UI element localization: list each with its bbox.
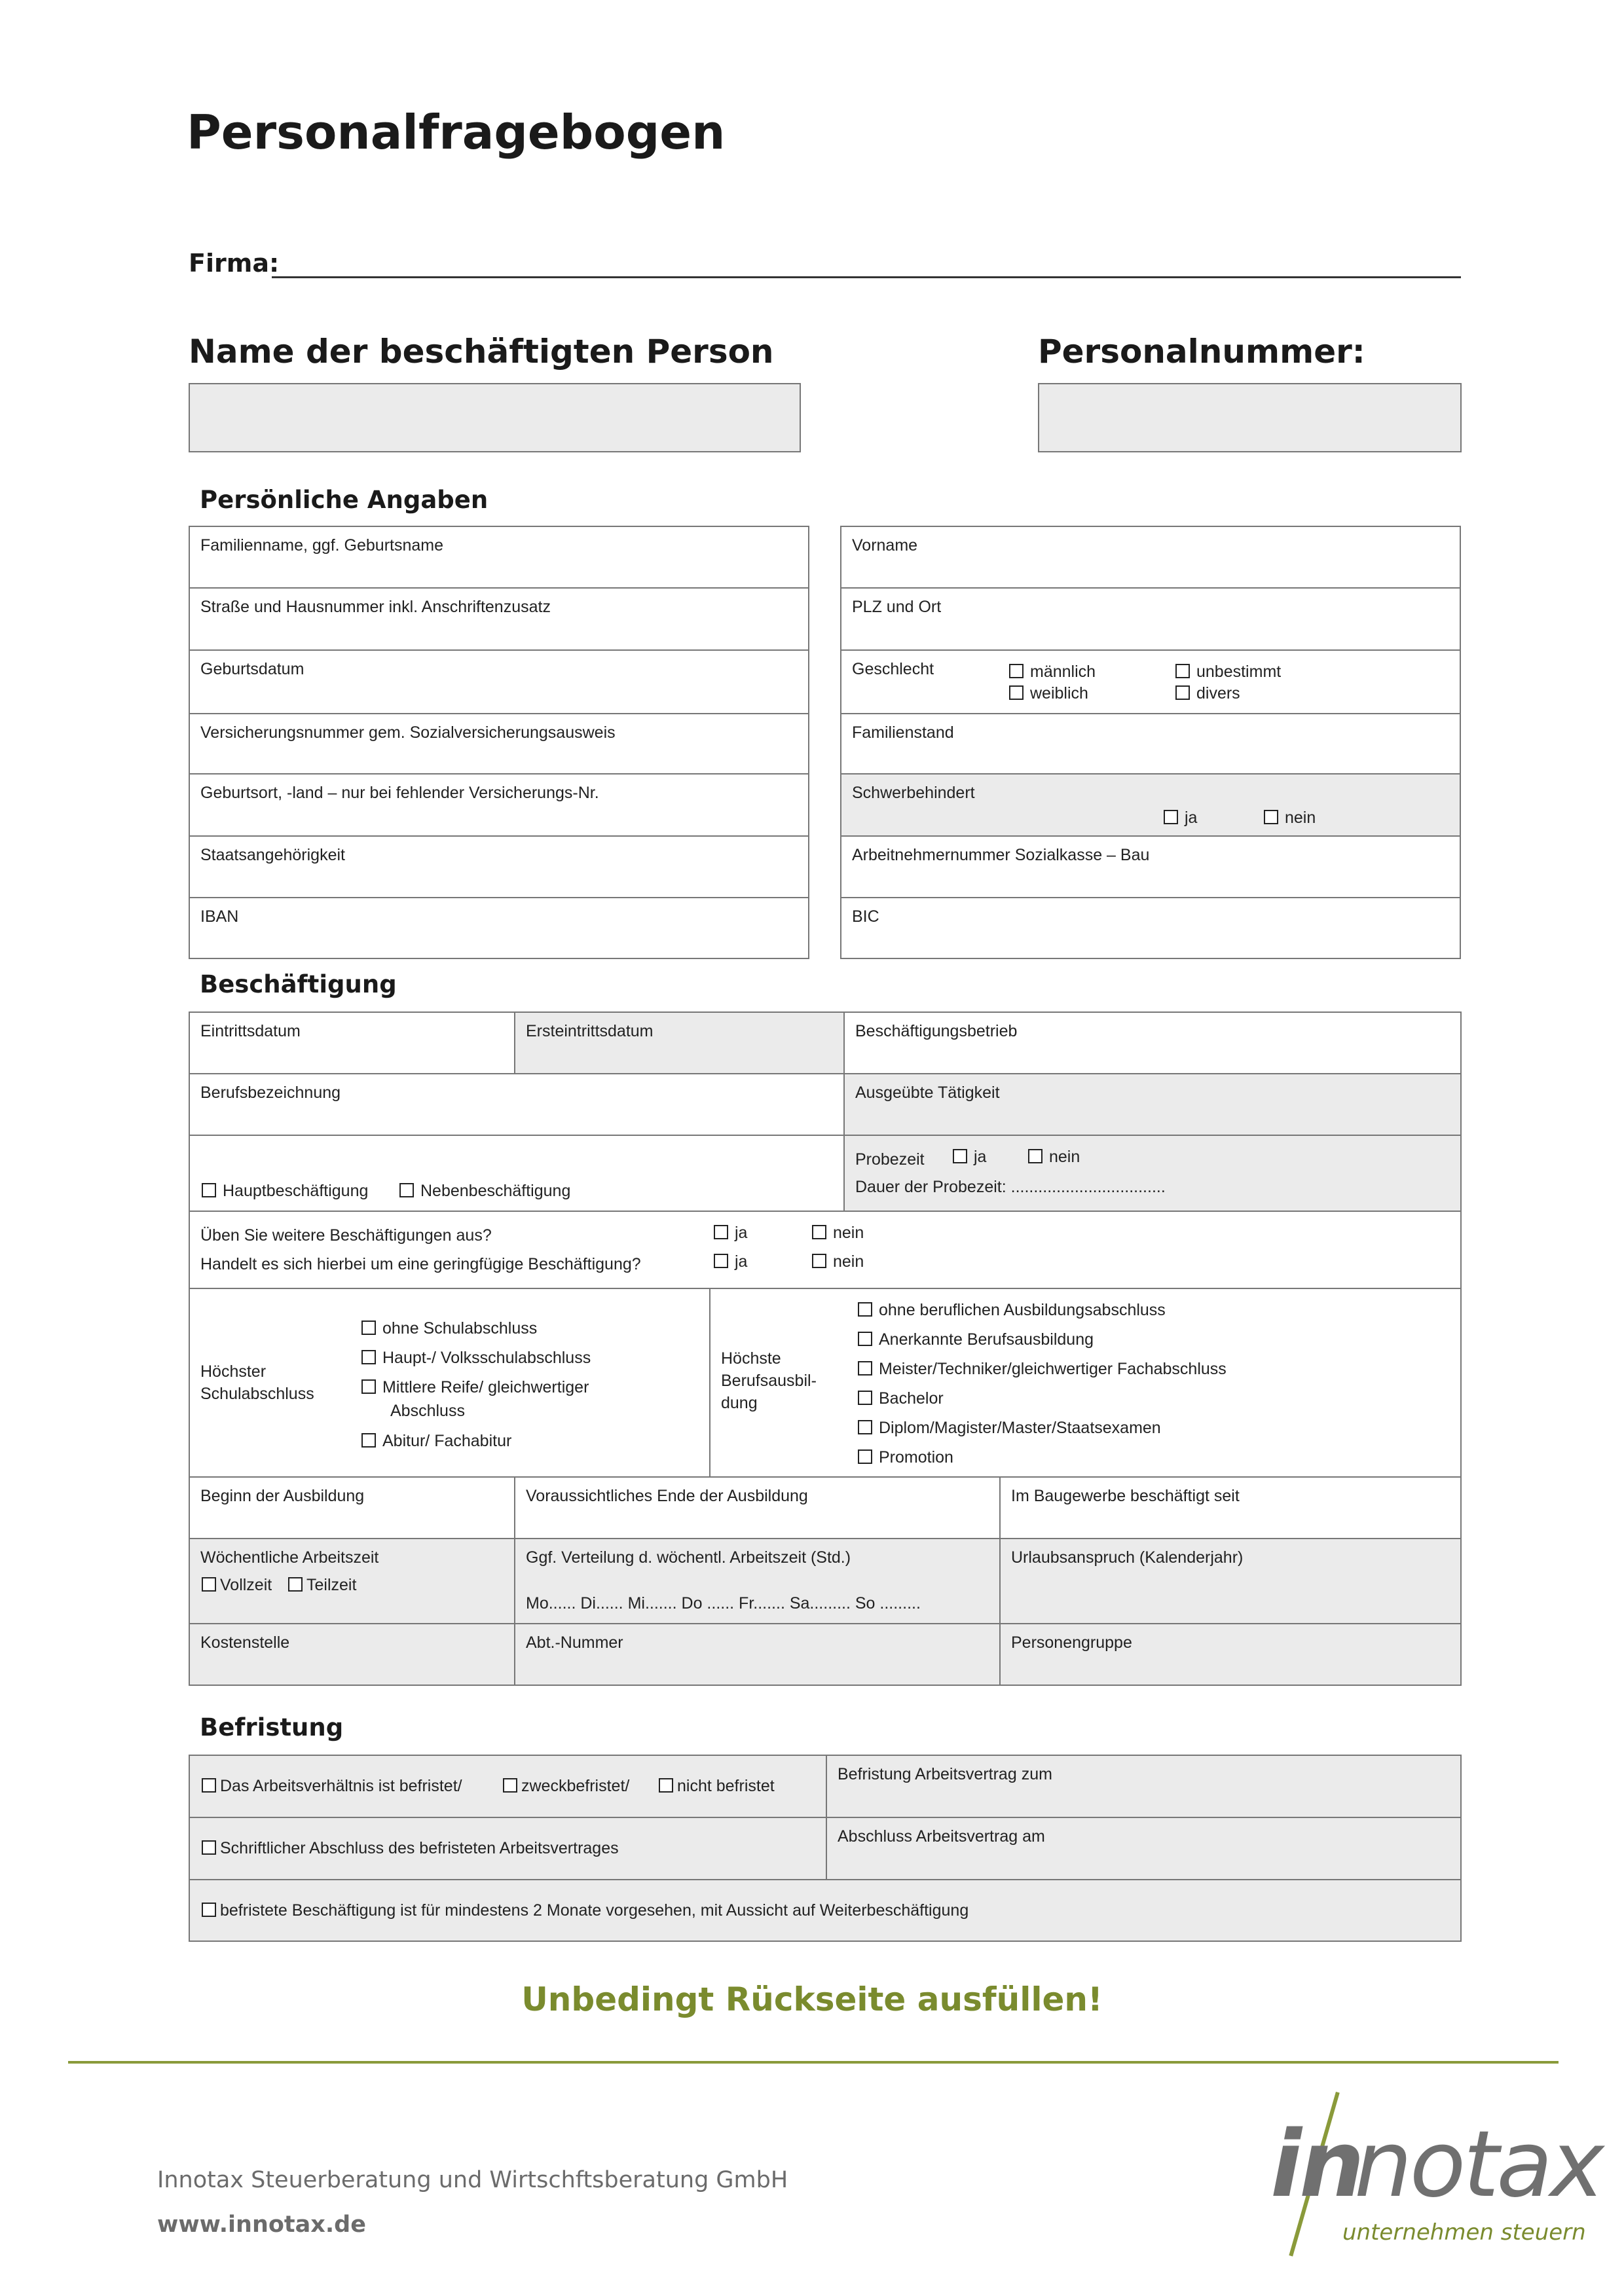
schulabschluss-label: Höchster: [200, 1362, 267, 1381]
checkbox[interactable]: [1264, 810, 1278, 824]
schwerbehindert-cell: [841, 774, 1460, 837]
abschluss-am-label: Abschluss Arbeitsvertrag am: [838, 1827, 1045, 1846]
schulabschluss-cell: [190, 1289, 710, 1478]
abschluss-am-cell[interactable]: [827, 1818, 1460, 1880]
geburtsort-cell[interactable]: [190, 774, 808, 837]
checkbox[interactable]: [858, 1332, 872, 1346]
rueckseite-notice: Unbedingt Rückseite ausfüllen!: [521, 1980, 1103, 2018]
option-beruf-meister[interactable]: Meister/Techniker/gleichwertiger Fachabschluss: [858, 1360, 1227, 1379]
option-divers[interactable]: divers: [1175, 684, 1240, 703]
option-weiblich[interactable]: weiblich: [1009, 684, 1088, 703]
versicherungsnummer-label: Versicherungsnummer gem. Sozialversicherungsausweis: [200, 723, 616, 742]
section-title-befristung: Befristung: [200, 1713, 344, 1741]
befristung-zum-cell[interactable]: [827, 1756, 1460, 1818]
personalnummer-heading: Personalnummer:: [1038, 333, 1365, 371]
familienname-cell[interactable]: [190, 527, 808, 589]
bic-label: BIC: [852, 907, 879, 926]
checkbox[interactable]: [202, 1183, 216, 1197]
persoenlich-left-table: [189, 526, 809, 959]
checkbox[interactable]: [503, 1778, 517, 1793]
option-schul-ohne[interactable]: ohne Schulabschluss: [361, 1319, 537, 1338]
checkbox[interactable]: [858, 1449, 872, 1464]
schwerbehindert-label: Schwerbehindert: [852, 784, 975, 802]
baugewerbe-label: Im Baugewerbe beschäftigt seit: [1011, 1487, 1240, 1505]
verteilung-label: Ggf. Verteilung d. wöchentl. Arbeitszeit (Std.): [526, 1548, 851, 1567]
staatsangehoerigkeit-cell[interactable]: [190, 837, 808, 898]
logo-in: in: [1270, 2111, 1362, 2218]
firma-label: Firma:: [189, 249, 280, 278]
footer-website[interactable]: www.innotax.de: [157, 2212, 366, 2238]
berufsausbildung-label: dung: [721, 1394, 758, 1412]
strasse-cell[interactable]: [190, 589, 808, 651]
familienname-label: Familienname, ggf. Geburtsname: [200, 536, 444, 555]
mindestens-cell: [190, 1880, 1460, 1941]
checkbox[interactable]: [1028, 1149, 1043, 1163]
ersteintrittsdatum-label: Ersteintrittsdatum: [526, 1022, 654, 1040]
option-beruf-bachelor[interactable]: Bachelor: [858, 1389, 944, 1408]
probezeit-label: Probezeit: [855, 1150, 925, 1169]
footer-company: Innotax Steuerberatung und Wirtschftsberatung GmbH: [157, 2167, 788, 2193]
option-weitere-nein[interactable]: nein: [812, 1224, 864, 1243]
vorname-label: Vorname: [852, 536, 918, 555]
ersteintrittsdatum-cell[interactable]: [515, 1013, 845, 1074]
ausgeuebte-taetigkeit-cell[interactable]: [845, 1074, 1460, 1136]
woechentliche-arbeitszeit-cell: [190, 1539, 515, 1624]
section-title-beschaeftigung: Beschäftigung: [200, 970, 397, 998]
logo-notax: notax: [1354, 2111, 1602, 2218]
checkbox[interactable]: [858, 1391, 872, 1405]
bic-cell[interactable]: [841, 898, 1460, 958]
baugewerbe-cell[interactable]: [1001, 1478, 1460, 1539]
checkbox[interactable]: [202, 1903, 216, 1917]
persoenlich-right-table: [840, 526, 1461, 959]
iban-label: IBAN: [200, 907, 239, 926]
geburtsort-label: Geburtsort, -land – nur bei fehlender Versicherungs-Nr.: [200, 784, 599, 802]
befristet-cell: [190, 1756, 827, 1818]
section-title-persoenlich: Persönliche Angaben: [200, 486, 489, 514]
berufsausbildung-label: Berufsausbil-: [721, 1372, 817, 1390]
geringfuegig-label: Handelt es sich hierbei um eine geringfügige Beschäftigung?: [200, 1255, 641, 1273]
checkbox[interactable]: [399, 1183, 414, 1197]
berufsausbildung-label: Höchste: [721, 1349, 781, 1368]
geschlecht-label: Geschlecht: [852, 660, 934, 678]
checkbox[interactable]: [659, 1778, 673, 1793]
arbeitnehmernummer-label: Arbeitnehmernummer Sozialkasse – Bau: [852, 846, 1150, 864]
page-title: Personalfragebogen: [187, 105, 726, 160]
weitere-beschaeftigungen-label: Üben Sie weitere Beschäftigungen aus?: [200, 1226, 492, 1245]
checkbox[interactable]: [714, 1254, 728, 1268]
ende-ausbildung-label: Voraussichtliches Ende der Ausbildung: [526, 1487, 808, 1505]
berufsbezeichnung-cell[interactable]: [190, 1074, 845, 1136]
staatsangehoerigkeit-label: Staatsangehörigkeit: [200, 846, 345, 864]
probezeit-cell: [845, 1136, 1460, 1212]
geschlecht-cell: [841, 651, 1460, 714]
option-schul-abitur[interactable]: Abitur/ Fachabitur: [361, 1432, 511, 1451]
personengruppe-cell[interactable]: [1001, 1624, 1460, 1685]
option-schul-mittlere-reife-cont: Abschluss: [390, 1402, 465, 1420]
checkbox[interactable]: [953, 1149, 967, 1163]
vorname-cell[interactable]: [841, 527, 1460, 589]
checkbox[interactable]: [812, 1254, 826, 1268]
option-probezeit-ja[interactable]: ja: [953, 1148, 986, 1167]
checkbox[interactable]: [202, 1778, 216, 1793]
kostenstelle-label: Kostenstelle: [200, 1633, 290, 1652]
woechentliche-arbeitszeit-label: Wöchentliche Arbeitszeit: [200, 1548, 379, 1567]
logo-tagline: unternehmen steuern: [1342, 2219, 1586, 2246]
option-beruf-anerkannt[interactable]: Anerkannte Berufsausbildung: [858, 1330, 1094, 1349]
plz-cell[interactable]: [841, 589, 1460, 651]
option-probezeit-nein[interactable]: nein: [1028, 1148, 1080, 1167]
option-beruf-promotion[interactable]: Promotion: [858, 1448, 953, 1467]
option-hauptbeschaeftigung[interactable]: Hauptbeschäftigung: [202, 1182, 368, 1201]
beschaeftigungsart-cell: [190, 1136, 845, 1212]
strasse-label: Straße und Hausnummer inkl. Anschriftenzusatz: [200, 598, 551, 616]
schriftlicher-abschluss-cell: [190, 1818, 827, 1880]
checkbox[interactable]: [1164, 810, 1178, 824]
option-schul-haupt[interactable]: Haupt-/ Volksschulabschluss: [361, 1349, 591, 1368]
familienstand-label: Familienstand: [852, 723, 954, 742]
familienstand-cell[interactable]: [841, 714, 1460, 774]
option-weitere-ja[interactable]: ja: [714, 1224, 747, 1243]
beginn-ausbildung-cell[interactable]: [190, 1478, 515, 1539]
eintrittsdatum-label: Eintrittsdatum: [200, 1022, 301, 1040]
checkbox[interactable]: [1175, 664, 1190, 678]
option-vollzeit[interactable]: Vollzeit: [202, 1576, 272, 1595]
checkbox[interactable]: [858, 1302, 872, 1317]
option-schwerbehindert-ja[interactable]: ja: [1164, 809, 1197, 828]
arbeitnehmernummer-cell[interactable]: [841, 837, 1460, 898]
berufsbezeichnung-label: Berufsbezeichnung: [200, 1084, 341, 1102]
versicherungsnummer-cell[interactable]: [190, 714, 808, 774]
checkbox[interactable]: [1175, 685, 1190, 700]
option-schul-mittlere-reife[interactable]: Mittlere Reife/ gleichwertiger: [361, 1378, 589, 1397]
footer-divider: [68, 2061, 1559, 2064]
option-maennlich[interactable]: männlich: [1009, 663, 1096, 682]
beschaeftigung-table: [189, 1011, 1462, 1686]
firma-input-line[interactable]: [272, 276, 1461, 278]
option-geringfuegig-ja[interactable]: ja: [714, 1252, 747, 1271]
checkbox[interactable]: [361, 1350, 376, 1364]
befristung-zum-label: Befristung Arbeitsvertrag zum: [838, 1765, 1052, 1783]
beginn-ausbildung-label: Beginn der Ausbildung: [200, 1487, 365, 1505]
option-beruf-ohne[interactable]: ohne beruflichen Ausbildungsabschluss: [858, 1301, 1166, 1320]
option-unbestimmt[interactable]: unbestimmt: [1175, 663, 1281, 682]
eintrittsdatum-cell[interactable]: [190, 1013, 515, 1074]
option-zweckbefristet[interactable]: zweckbefristet/: [503, 1777, 629, 1796]
option-geringfuegig-nein[interactable]: nein: [812, 1252, 864, 1271]
beschaeftigungsbetrieb-label: Beschäftigungsbetrieb: [855, 1022, 1018, 1040]
checkbox[interactable]: [361, 1379, 376, 1394]
urlaubsanspruch-cell[interactable]: [1001, 1539, 1460, 1624]
geburtsdatum-cell[interactable]: [190, 651, 808, 714]
plz-label: PLZ und Ort: [852, 598, 942, 616]
name-heading: Name der beschäftigten Person: [189, 333, 774, 371]
checkbox[interactable]: [361, 1433, 376, 1448]
checkbox[interactable]: [858, 1420, 872, 1434]
checkbox[interactable]: [1009, 664, 1024, 678]
kostenstelle-cell[interactable]: [190, 1624, 515, 1685]
checkbox[interactable]: [1009, 685, 1024, 700]
ausgeuebte-taetigkeit-label: Ausgeübte Tätigkeit: [855, 1084, 1000, 1102]
urlaubsanspruch-label: Urlaubsanspruch (Kalenderjahr): [1011, 1548, 1244, 1567]
personalnummer-field[interactable]: [1038, 383, 1462, 452]
ende-ausbildung-cell[interactable]: [515, 1478, 1001, 1539]
checkbox[interactable]: [812, 1225, 826, 1239]
checkbox[interactable]: [288, 1577, 303, 1592]
berufsausbildung-cell: [710, 1289, 1460, 1478]
option-beruf-diplom[interactable]: Diplom/Magister/Master/Staatsexamen: [858, 1419, 1161, 1438]
geburtsdatum-label: Geburtsdatum: [200, 660, 304, 678]
weitere-beschaeftigungen-cell: [190, 1212, 1460, 1289]
abt-nummer-cell[interactable]: [515, 1624, 1001, 1685]
checkbox[interactable]: [361, 1321, 376, 1335]
beschaeftigungsbetrieb-cell[interactable]: [845, 1013, 1460, 1074]
wochentage-fields[interactable]: Mo...... Di...... Mi....... Do ...... Fr....... Sa......... So .........: [526, 1594, 921, 1613]
checkbox[interactable]: [858, 1361, 872, 1376]
iban-cell[interactable]: [190, 898, 808, 958]
checkbox[interactable]: [202, 1840, 216, 1855]
option-nebenbeschaeftigung[interactable]: Nebenbeschäftigung: [399, 1182, 570, 1201]
option-schriftlicher-abschluss[interactable]: Schriftlicher Abschluss des befristeten Arbeitsvertrages: [202, 1839, 619, 1858]
befristung-table: [189, 1755, 1462, 1942]
option-mindestens-2-monate[interactable]: befristete Beschäftigung ist für mindestens 2 Monate vorgesehen, mit Aussicht auf Weiterbeschäftigung: [202, 1901, 969, 1920]
dauer-probezeit-field[interactable]: Dauer der Probezeit: ..................................: [855, 1178, 1166, 1196]
abt-nummer-label: Abt.-Nummer: [526, 1633, 623, 1652]
option-teilzeit[interactable]: Teilzeit: [288, 1576, 356, 1595]
checkbox[interactable]: [714, 1225, 728, 1239]
name-field[interactable]: [189, 383, 801, 452]
option-befristet[interactable]: Das Arbeitsverhältnis ist befristet/: [202, 1777, 462, 1796]
personengruppe-label: Personengruppe: [1011, 1633, 1132, 1652]
checkbox[interactable]: [202, 1577, 216, 1592]
option-schwerbehindert-nein[interactable]: nein: [1264, 809, 1316, 828]
schulabschluss-label: Schulabschluss: [200, 1385, 314, 1403]
verteilung-cell: [515, 1539, 1001, 1624]
option-nicht-befristet[interactable]: nicht befristet: [659, 1777, 775, 1796]
